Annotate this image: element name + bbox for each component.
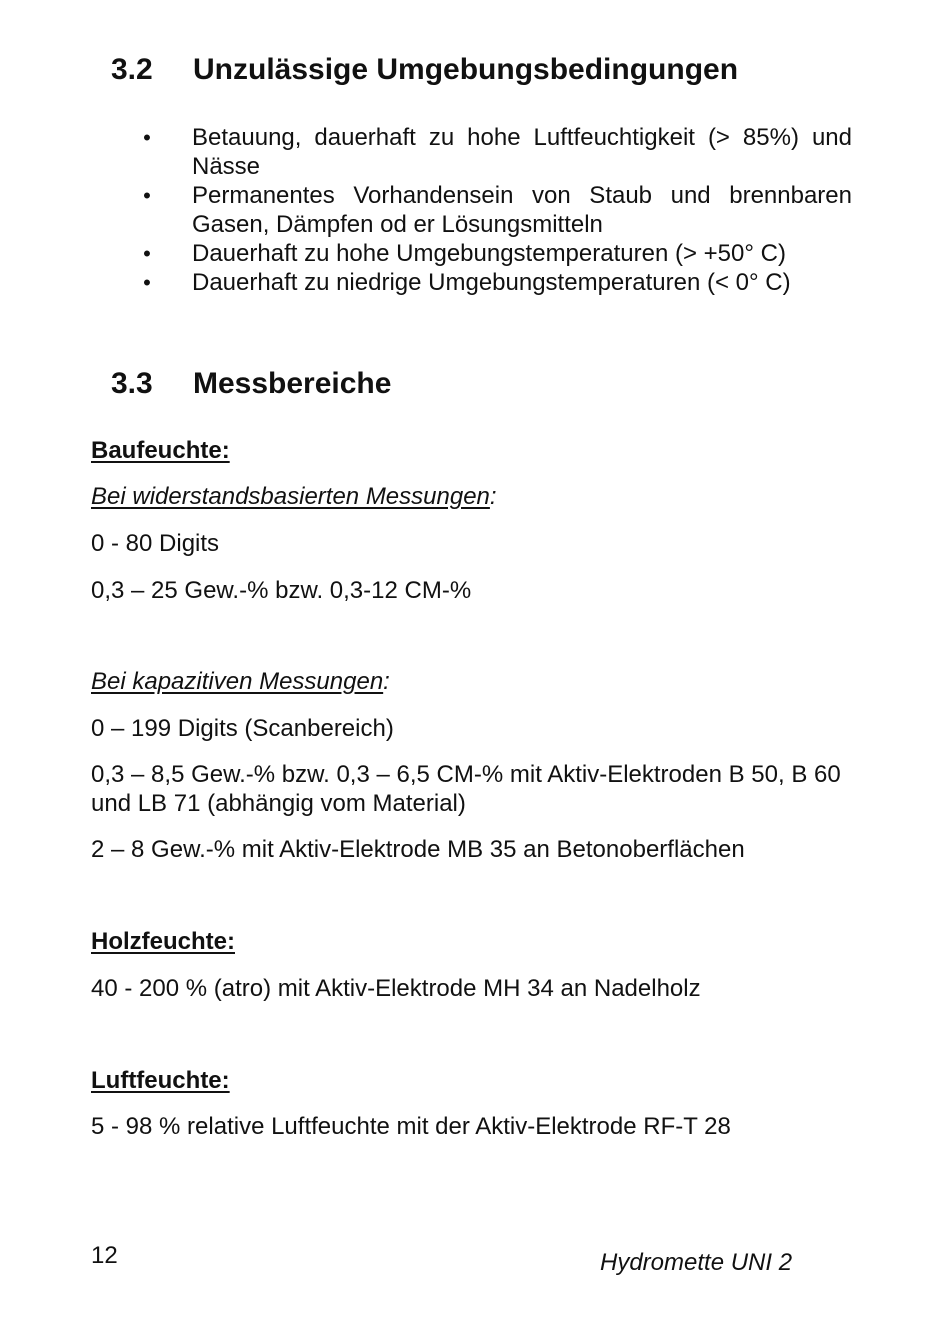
list-item: • Betauung, dauerhaft zu hohe Luftfeuchtigkeit (> 85%) und Nässe <box>140 123 852 181</box>
bullet-icon: • <box>143 241 151 266</box>
range-line: 0,3 – 8,5 Gew.-% bzw. 0,3 – 6,5 CM-% mit Aktiv-Elektroden B 50, B 60 und LB 71 (abhängig vom Material) <box>91 761 841 817</box>
range-line: 40 - 200 % (atro) mit Aktiv-Elektrode MH 34 an Nadelholz <box>91 975 701 1002</box>
list-item: • Dauerhaft zu hohe Umgebungstemperaturen (> +50° C) <box>140 239 852 268</box>
section-title: Unzulässige Umgebungsbedingungen <box>193 53 739 86</box>
bullet-icon: • <box>143 125 151 150</box>
range-line: 2 – 8 Gew.-% mit Aktiv-Elektrode MB 35 an Betonoberflächen <box>91 836 745 863</box>
baufeuchte-label: Baufeuchte: <box>91 437 230 464</box>
capacitive-heading: Bei kapazitiven Messungen: <box>91 668 390 695</box>
page-number: 12 <box>91 1242 118 1269</box>
range-line: 0 - 80 Digits <box>91 530 220 557</box>
range-line: 0,3 – 25 Gew.-% bzw. 0,3-12 CM-% <box>91 577 472 604</box>
holzfeuchte-label: Holzfeuchte: <box>91 928 235 955</box>
footer-product-name: Hydromette UNI 2 <box>600 1249 793 1276</box>
range-line: 0 – 199 Digits (Scanbereich) <box>91 715 394 742</box>
resistive-heading: Bei widerstandsbasierten Messungen: <box>91 483 497 510</box>
list-item: • Permanentes Vorhandensein von Staub und brennbaren Gasen, Dämpfen od er Lösungsmitteln <box>140 181 852 239</box>
bullet-icon: • <box>143 183 151 208</box>
section-number: 3.3 <box>111 367 153 400</box>
conditions-list <box>140 123 852 297</box>
bullet-icon: • <box>143 270 151 295</box>
section-number: 3.2 <box>111 53 153 86</box>
section-title: Messbereiche <box>193 367 392 400</box>
range-line: 5 - 98 % relative Luftfeuchte mit der Aktiv-Elektrode RF-T 28 <box>91 1113 731 1140</box>
luftfeuchte-label: Luftfeuchte: <box>91 1067 230 1094</box>
list-item: • Dauerhaft zu niedrige Umgebungstemperaturen (< 0° C) <box>140 268 852 297</box>
